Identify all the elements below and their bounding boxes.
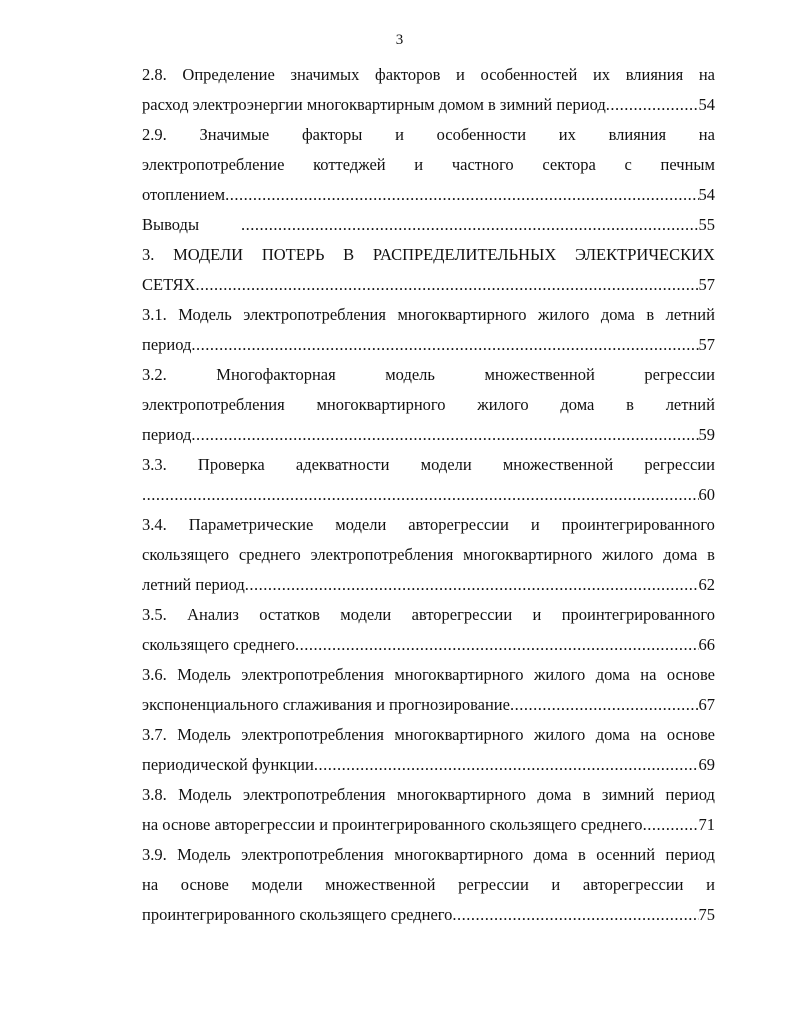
toc-line [142,720,715,750]
toc-word: адекватности [295,455,390,474]
toc-entry-text: скользящего среднего [142,635,295,654]
toc-word: 3. [142,245,155,264]
toc-word: дома [560,395,595,414]
toc-word: период [665,845,715,864]
toc-page-number: 57 [698,275,715,294]
toc-dot-leader [225,180,698,210]
toc-word: жилого [602,545,654,564]
toc-word: 3.5. [142,605,167,624]
toc-word: с [624,155,632,174]
toc-word: факторы [301,125,363,144]
toc-word: В [343,245,355,264]
toc-word: в [626,395,634,414]
toc-word: ЭЛЕКТРИЧЕСКИХ [575,245,715,264]
toc-word: среднего [238,545,301,564]
toc-word: регрессии [644,455,715,474]
toc-dot-leader [314,750,699,780]
toc-word: особенности [436,125,527,144]
toc-word: 3.2. [142,365,167,384]
toc-line [142,360,715,390]
toc-word: дома [595,665,630,684]
toc-word: Модель [178,785,232,804]
toc-word: их [592,65,611,84]
toc-dot-leader [191,420,698,450]
toc-word: осенний [596,845,656,864]
toc-word: регрессии [458,875,529,894]
toc-line [142,810,715,840]
toc-word: жилого [533,725,586,744]
toc-word: и [456,65,465,84]
toc-page-number: 67 [698,695,715,714]
toc-entry-text: отоплением [142,185,226,204]
toc-line [142,780,715,810]
toc-word: дома [600,305,635,324]
toc-dot-leader [643,810,699,840]
toc-entry-text: период [142,335,192,354]
toc-entry-text: на основе авторегрессии и проинтегрированного скользящего среднего [142,815,643,834]
toc-word: 3.9. [142,845,167,864]
toc-word: РАСПРЕДЕЛИТЕЛЬНЫХ [372,245,557,264]
toc-word: на [698,125,715,144]
toc-word: электропотребления [310,545,454,564]
toc-line [142,270,715,300]
toc-dot-leader [510,690,699,720]
toc-entry-text: расход электроэнергии многоквартирным домом в зимний период [142,95,606,114]
toc-line [142,750,715,780]
toc-word: многоквартирного [394,845,524,864]
toc-word: в [578,845,586,864]
toc-word: множественной [325,875,436,894]
toc-word: и [530,515,540,534]
toc-word: множественной [502,455,614,474]
toc-word: Модель [177,665,231,684]
toc-dot-leader [452,900,698,930]
toc-line [142,630,715,660]
toc-line [142,510,715,540]
toc-word: Модель [177,845,231,864]
toc-word: Многофакторная [216,365,336,384]
toc-word: многоквартирного [394,665,524,684]
toc-word: проинтегрированного [561,605,715,624]
toc-dot-leader [142,480,699,510]
toc-line [142,210,715,240]
toc-entry-text: период [142,425,192,444]
toc-line [142,420,715,450]
toc-word: жилого [533,665,586,684]
toc-word: многоквартирного [397,305,527,324]
toc-word: на [640,725,657,744]
toc-line [142,240,715,270]
toc-entry-text: Выводы [142,215,200,234]
toc-entry-text: проинтегрированного скользящего среднего [142,905,453,924]
toc-word: коттеджей [313,155,386,174]
toc-dot-leader [245,570,699,600]
toc-line [142,600,715,630]
toc-word: дома [663,545,698,564]
toc-word: авторегрессии [408,515,509,534]
toc-word: многоквартирного [397,785,527,804]
toc-word: факторов [375,65,441,84]
toc-word: основе [666,725,715,744]
toc-page-number: 54 [698,185,715,204]
toc-word: основе [666,665,715,684]
toc-word: особенностей [480,65,578,84]
toc-entry-text: экспоненциального сглаживания и прогнозирование [142,695,510,714]
toc-line [142,180,715,210]
toc-word: электропотребления [241,725,384,744]
toc-word: электропотребления [241,665,384,684]
toc-word: в [582,785,591,804]
toc-entry-text: СЕТЯХ [142,275,196,294]
toc-page-number: 62 [698,575,715,594]
toc-line [142,900,715,930]
toc-entry-text: периодической функции [142,755,314,774]
toc-word: в [707,545,715,564]
toc-page-number: 54 [698,95,715,114]
toc-word: модели [251,875,303,894]
toc-word: 3.8. [142,785,167,804]
toc-word: 2.8. [142,65,167,84]
toc-word: дома [533,845,568,864]
toc-word: на [142,875,159,894]
toc-line [142,450,715,480]
toc-word: 3.3. [142,455,167,474]
toc-word: электропотребления [241,845,384,864]
toc-word: основе [180,875,229,894]
toc-page-number: 60 [698,485,715,504]
toc-word: МОДЕЛИ [173,245,244,264]
toc-word: электропотребления [243,305,386,324]
toc-line [142,840,715,870]
toc-word: сектора [542,155,596,174]
toc-word: регрессии [644,365,715,384]
toc-page-number: 57 [698,335,715,354]
toc-word: летний [665,305,715,324]
toc-word: проинтегрированного [561,515,715,534]
toc-word: многоквартирного [316,395,446,414]
toc-word: влияния [625,65,684,84]
toc-word: жилого [477,395,529,414]
toc-word: 3.1. [142,305,167,324]
toc-word: значимых [290,65,360,84]
toc-line [142,390,715,420]
toc-word: Значимые [199,125,270,144]
toc-word: влияния [608,125,667,144]
toc-word: и [706,875,715,894]
toc-line [142,60,715,90]
toc-dot-leader [295,630,699,660]
toc-word: в [646,305,655,324]
toc-line [142,540,715,570]
toc-word: их [558,125,576,144]
toc-word: электропотребление [142,155,285,174]
toc-word: электропотребления [242,785,386,804]
toc-dot-leader [191,330,698,360]
page-number: 3 [395,32,404,48]
toc-word: и [532,605,542,624]
toc-line [142,300,715,330]
toc-line [142,480,715,510]
toc-word: и [414,155,424,174]
toc-word: и [395,125,404,144]
toc-word: многоквартирного [394,725,524,744]
toc-word: множественной [484,365,595,384]
toc-word: жилого [538,305,590,324]
table-of-contents [142,60,715,930]
toc-word: модели [420,455,472,474]
toc-word: электропотребления [142,395,285,414]
toc-line [142,150,715,180]
toc-word: 3.6. [142,665,167,684]
toc-word: на [640,665,657,684]
toc-line [142,90,715,120]
toc-dot-leader [606,90,699,120]
toc-line [142,120,715,150]
toc-word: 3.7. [142,725,167,744]
toc-word: зимний [601,785,655,804]
toc-word: Модель [178,305,232,324]
toc-word: многоквартирного [463,545,593,564]
toc-page-number: 69 [698,755,715,774]
toc-word: на [698,65,715,84]
toc-word: 2.9. [142,125,167,144]
toc-line [142,570,715,600]
toc-word: Параметрические [188,515,314,534]
toc-page-number: 75 [698,905,715,924]
toc-word: остатков [259,605,320,624]
toc-page-number: 71 [698,815,715,834]
toc-word: печным [660,155,715,174]
toc-line [142,660,715,690]
toc-line [142,690,715,720]
toc-page-number: 59 [698,425,715,444]
toc-page-number: 66 [698,635,715,654]
toc-word: модели [340,605,392,624]
toc-word: дома [595,725,630,744]
toc-entry-text: летний период [142,575,245,594]
toc-page-number: 55 [698,215,715,234]
toc-word: 3.4. [142,515,167,534]
toc-line [142,870,715,900]
toc-word: ПОТЕРЬ [261,245,325,264]
toc-dot-leader [241,210,698,240]
toc-word: Проверка [197,455,265,474]
toc-word: авторегрессии [411,605,513,624]
toc-word: и [551,875,561,894]
toc-word: период [665,785,715,804]
toc-word: авторегрессии [582,875,684,894]
toc-word: скользящего [142,545,230,564]
toc-word: модели [335,515,387,534]
toc-word: Анализ [187,605,239,624]
toc-dot-leader [195,270,698,300]
toc-word: летний [665,395,715,414]
toc-word: Определение [182,65,275,84]
toc-word: частного [451,155,514,174]
toc-word: модель [385,365,435,384]
toc-line [142,330,715,360]
toc-word: Модель [177,725,231,744]
toc-word: дома [537,785,572,804]
